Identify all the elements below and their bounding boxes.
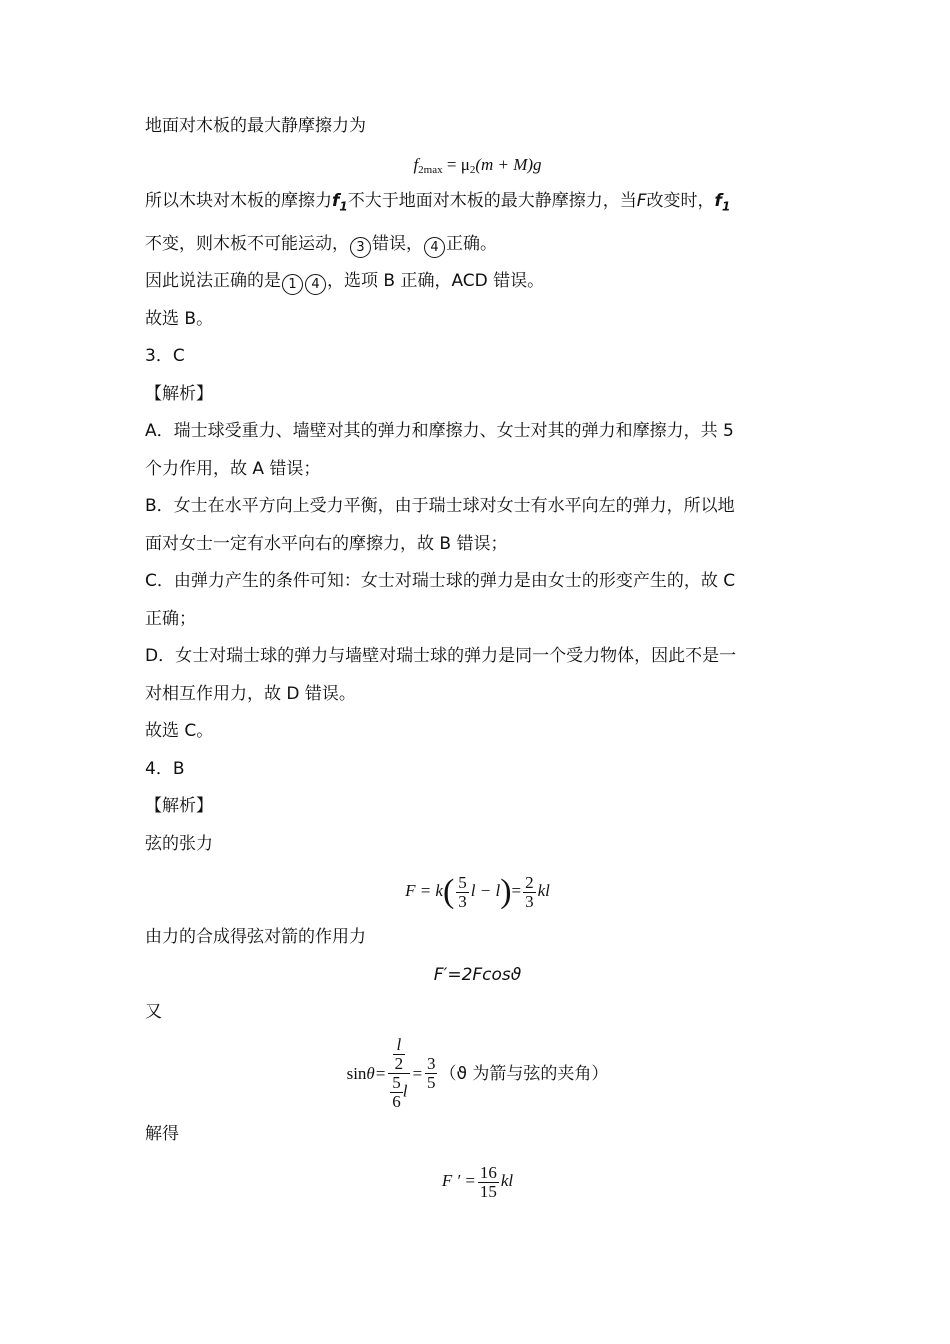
tension-label: 弦的张力	[145, 833, 213, 854]
question-4-heading: 【解析】	[145, 796, 213, 817]
option-a-line1: A．瑞士球受重力、墙壁对其的弹力和摩擦力、女士对其的弹力和摩擦力，共 5	[145, 421, 734, 442]
friction-paragraph-line1: 所以木块对木板的摩擦力$f_1$不大于地面对木板的最大静摩擦力，当F改变时，$f_1$	[145, 191, 731, 214]
document-page	[145, 108, 810, 1209]
option-d-line1: D．女士对瑞士球的弹力与墙壁对瑞士球的弹力是同一个受力物体，因此不是一	[145, 646, 737, 667]
friction-paragraph-line2: 不变，则木板不可能运动， 3 错误， 4 正确。	[145, 226, 810, 264]
solve-label: 解得	[145, 1123, 179, 1144]
option-a-line2: 个力作用，故 A 错误；	[145, 458, 321, 479]
equation-sin: sinθ= $\frac{l}{2}$ $\frac{5}{6}$ l = $\frac{3}{5}$ （ϑ 为箭与弦的夹角）	[346, 1035, 609, 1112]
correct-statement-line: 因此说法正确的是 1 4 ，选项 B 正确，ACD 错误。	[145, 263, 810, 301]
angle-note: （ϑ 为箭与弦的夹角）	[439, 1063, 609, 1084]
equation-f2max: $f_{2max} = \mu_2(m + M)g$	[413, 154, 542, 176]
question-3-conclusion: 故选 C。	[145, 721, 214, 742]
equation-tension: F = k( $\frac{5}{3}$ l − l)= $\frac{2}{3}$ kl	[405, 872, 550, 911]
question-3-heading: 【解析】	[145, 383, 213, 404]
option-b-line2: 面对女士一定有水平向右的摩擦力，故 B 错误；	[145, 533, 508, 554]
question-3-number: 3．C	[145, 346, 185, 367]
circled-number-1: 1	[282, 274, 303, 295]
option-b-line1: B．女士在水平方向上受力平衡，由于瑞士球对女士有水平向左的弹力，所以地	[145, 496, 735, 517]
circled-number-4b: 4	[305, 274, 326, 295]
equation-resultant: F′=2Fcosϑ	[433, 964, 522, 985]
force-label: 由力的合成得弦对箭的作用力	[145, 927, 366, 948]
again-label: 又	[145, 1002, 162, 1023]
intro-line: 地面对木板的最大静摩擦力为	[145, 116, 366, 136]
circled-number-3: 3	[350, 237, 371, 258]
option-c-line1: C．由弹力产生的条件可知：女士对瑞士球的弹力是由女士的形变产生的，故 C	[145, 571, 736, 592]
equation-final: F ′ = $\frac{16}{15}$ kl	[441, 1162, 514, 1201]
answer-choice-b: 故选 B。	[145, 308, 214, 329]
circled-number-4: 4	[424, 237, 445, 258]
option-d-line2: 对相互作用力，故 D 错误。	[145, 683, 356, 704]
option-c-line2: 正确；	[145, 608, 196, 629]
question-4-number: 4．B	[145, 758, 185, 779]
